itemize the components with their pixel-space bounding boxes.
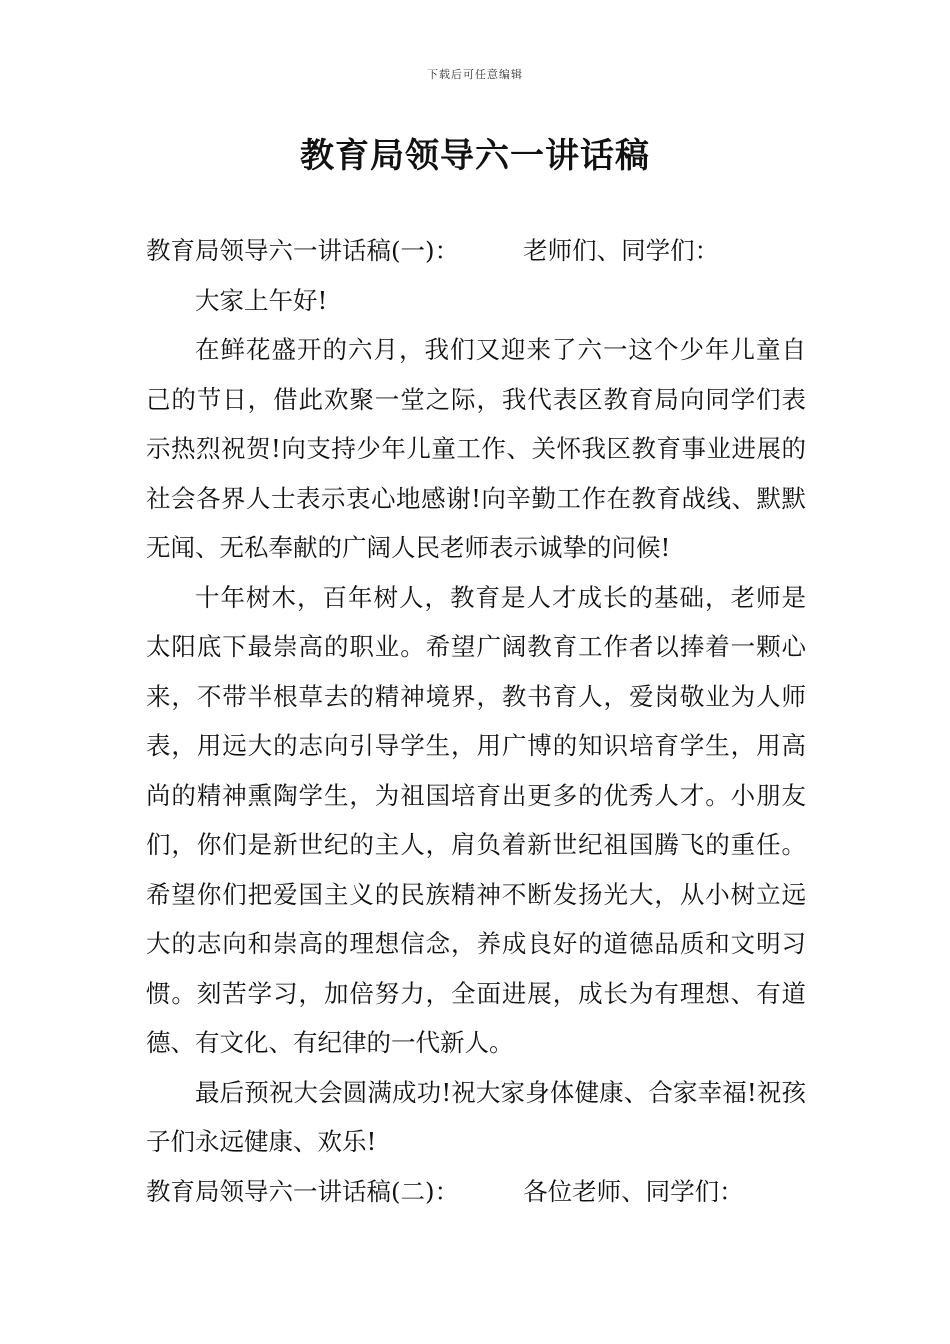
section-heading-2-text: 教育局领导六一讲话稿(二)： <box>146 1176 460 1206</box>
paragraph-greeting: 大家上午好! <box>195 285 328 315</box>
section-heading-1 <box>146 226 806 276</box>
section-salutation-2: 各位老师、同学们： <box>523 1176 744 1206</box>
section-heading-2 <box>146 1167 806 1217</box>
paragraph-celebration: 在鲜花盛开的六月，我们又迎来了六一这个少年儿童自己的节日，借此欢聚一堂之际，我代表区教育局向同学们表示热烈祝贺!向支持少年儿童工作、关怀我区教育事业进展的社会各界人士表示衷心地感谢!向辛勤工作在教育战线、默默无闻、无私奉献的广阔人民老师表示诚挚的问候! <box>146 335 806 562</box>
paragraph-closing: 最后预祝大会圆满成功!祝大家身体健康、合家幸福!祝孩子们永远健康、欢乐! <box>146 1077 806 1156</box>
header-note: 下载后可任意编辑 <box>427 68 523 81</box>
document-body <box>146 226 806 1216</box>
section-salutation-1: 老师们、同学们： <box>523 236 720 265</box>
document-title: 教育局领导六一讲话稿 <box>300 136 650 176</box>
section-heading-1-text: 教育局领导六一讲话稿(一)： <box>146 236 460 265</box>
paragraph-education: 十年树木，百年树人，教育是人才成长的基础，老师是太阳底下最崇高的职业。希望广阔教育工作者以捧着一颗心来，不带半根草去的精神境界，教书育人，爱岗敬业为人师表，用远大的志向引导学生，用广博的知识培育学生，用高尚的精神熏陶学生，为祖国培育出更多的优秀人才。小朋友们，你们是新世纪的主人，肩负着新世纪祖国腾飞的重任。希望你们把爱国主义的民族精神不断发扬光大，从小树立远大的志向和崇高的理想信念，养成良好的道德品质和文明习惯。刻苦学习，加倍努力，全面进展，成长为有理想、有道德、有文化、有纪律的一代新人。 <box>146 582 806 1057</box>
